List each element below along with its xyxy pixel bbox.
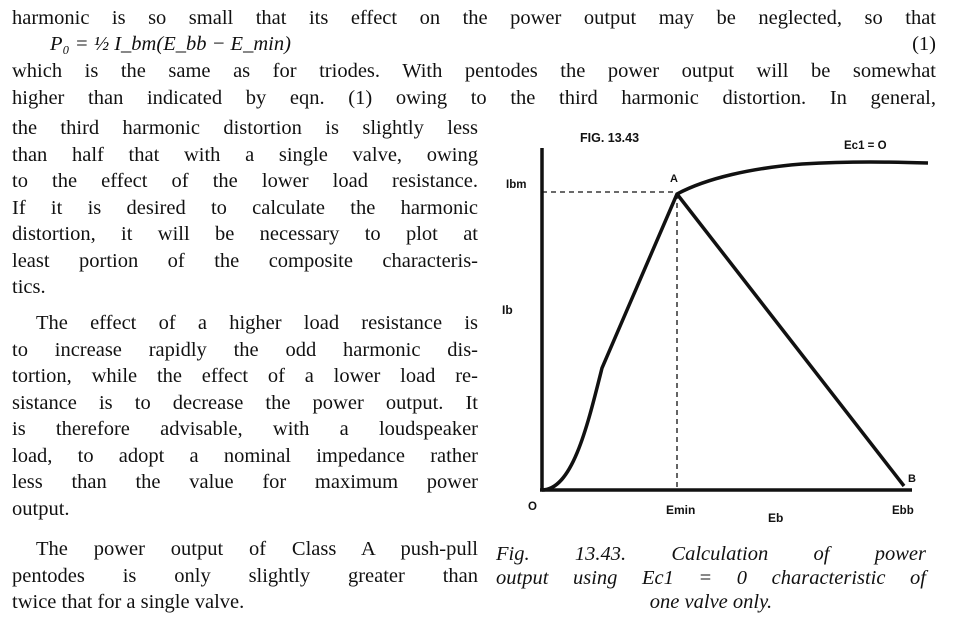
caption-line: Fig. 13.43. Calculation of power bbox=[496, 543, 926, 565]
paragraph-line: is therefore advisable, with a loudspeaker bbox=[12, 418, 478, 440]
text-line-3: higher than indicated by eqn. (1) owing to the third harmonic distortion. In general, bbox=[12, 87, 936, 109]
ib-label: Ib bbox=[502, 303, 513, 317]
paragraph-line: tortion, while the effect of a lower load re- bbox=[12, 365, 478, 387]
figure-caption bbox=[496, 542, 926, 614]
paragraph-push-pull bbox=[12, 536, 478, 616]
point-b-label: B bbox=[908, 473, 916, 485]
text-line-2: which is the same as for triodes. With pentodes the power output will be somewhat bbox=[12, 60, 936, 82]
equation-power-output: P₀ = ½ I_bm(E_bb − E_min) bbox=[50, 33, 291, 55]
text-line-1: harmonic is so small that its effect on the power output may be neglected, so that bbox=[12, 7, 936, 29]
equation-line bbox=[0, 31, 936, 58]
paragraph-line: output. bbox=[12, 497, 70, 520]
paragraph-line: The power output of Class A push-pull bbox=[36, 538, 478, 560]
paragraph-line: the third harmonic distortion is slightly less bbox=[12, 117, 478, 139]
paragraph-line: distortion, it will be necessary to plot at bbox=[12, 223, 478, 245]
equation-number: (1) bbox=[912, 33, 936, 55]
caption-line: one valve only. bbox=[649, 591, 773, 613]
ebb-label: Ebb bbox=[892, 505, 914, 517]
paragraph-line: to increase rapidly the odd harmonic dis- bbox=[12, 338, 478, 361]
paragraph-harmonic-distortion bbox=[12, 115, 478, 301]
paragraph-line: sistance is to decrease the power output. It bbox=[12, 391, 478, 414]
caption-line: output using Ec1 = 0 characteristic of bbox=[496, 567, 926, 589]
paragraph-load-resistance bbox=[12, 310, 478, 522]
figure-13-43 bbox=[492, 118, 932, 538]
eb-label: Eb bbox=[768, 511, 784, 525]
figure-title: FIG. 13.43 bbox=[580, 131, 640, 145]
paragraph-line: less than the value for maximum power bbox=[12, 471, 478, 493]
paragraph-line: least portion of the composite characteris- bbox=[12, 249, 478, 272]
paragraph-line: twice that for a single valve. bbox=[12, 591, 245, 613]
paragraph-line: pentodes is only slightly greater than bbox=[12, 564, 478, 587]
origin-label: O bbox=[528, 501, 537, 513]
paragraph-line: than half that with a single valve, owing bbox=[12, 143, 478, 166]
paragraph-line: The effect of a higher load resistance is bbox=[36, 312, 478, 334]
paragraph-line: to the effect of the lower load resistance. bbox=[12, 170, 478, 192]
ibm-label: Ibm bbox=[506, 179, 527, 191]
point-a-label: A bbox=[670, 173, 678, 185]
paragraph-line: load, to adopt a nominal impedance rather bbox=[12, 444, 478, 467]
curve-label: Ec1 = O bbox=[844, 140, 887, 152]
paragraph-line: If it is desired to calculate the harmonic bbox=[12, 196, 478, 219]
paragraph-line: tics. bbox=[12, 276, 46, 298]
load-line bbox=[677, 194, 904, 486]
emin-label: Emin bbox=[666, 503, 696, 517]
